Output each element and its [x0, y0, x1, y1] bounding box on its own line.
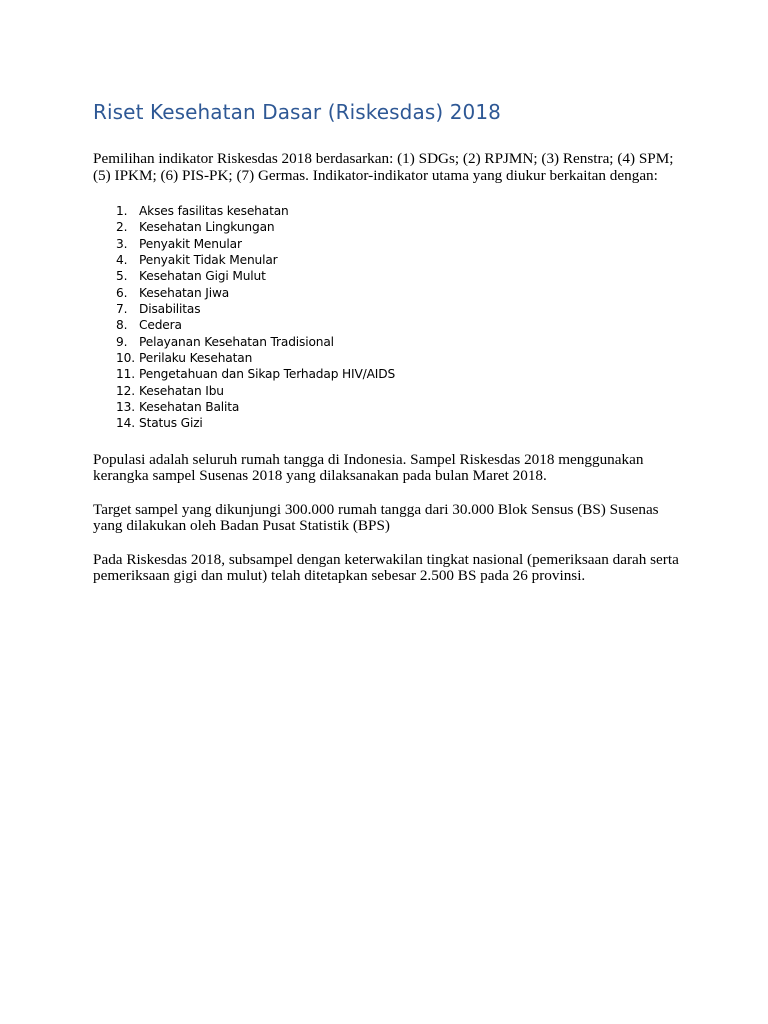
list-item-label: Penyakit Tidak Menular — [139, 253, 278, 268]
list-item — [93, 415, 683, 431]
list-item-number: 1. — [116, 204, 128, 218]
list-item-label: Penyakit Menular — [139, 236, 242, 251]
list-item — [93, 334, 683, 350]
list-item — [93, 301, 683, 317]
list-item — [93, 285, 683, 301]
list-item-number: 9. — [116, 334, 128, 349]
list-item — [93, 366, 683, 382]
list-item — [93, 268, 683, 284]
list-item-label: Kesehatan Lingkungan — [139, 220, 275, 235]
list-item-label: Kesehatan Gigi Mulut — [139, 269, 266, 284]
target-sample-paragraph: Target sampel yang dikunjungi 300.000 rumah tangga dari 30.000 Blok Sensus (BS) Susenas yang dilakukan oleh Badan Pusat Statistik (BPS) — [93, 500, 659, 535]
list-item-number: 12. — [116, 383, 135, 398]
subsample-paragraph: Pada Riskesdas 2018, subsampel dengan keterwakilan tingkat nasional (pemeriksaan darah serta pemeriksaan gigi dan mulut) telah ditetapkan sebesar 2.500 BS pada 26 provinsi. — [93, 550, 679, 585]
list-item-label: Kesehatan Ibu — [139, 383, 224, 398]
population-paragraph: Populasi adalah seluruh rumah tangga di Indonesia. Sampel Riskesdas 2018 menggunakan kerangka sampel Susenas 2018 yang dilaksanakan pada bulan Maret 2018. — [93, 450, 644, 485]
list-item — [93, 383, 683, 399]
list-item-number: 7. — [116, 302, 128, 317]
list-item — [93, 236, 683, 252]
list-item-number: 11. — [116, 367, 135, 382]
list-item-label: Kesehatan Jiwa — [139, 285, 230, 300]
list-item-number: 6. — [116, 285, 128, 300]
list-item-label: Perilaku Kesehatan — [139, 351, 253, 366]
list-item-label: Akses fasilitas kesehatan — [139, 204, 289, 218]
indicator-list — [93, 203, 683, 432]
list-item-label: Disabilitas — [139, 302, 201, 317]
list-item — [93, 252, 683, 268]
list-item-label: Pengetahuan dan Sikap Terhadap HIV/AIDS — [139, 367, 396, 382]
intro-paragraph: Pemilihan indikator Riskesdas 2018 berdasarkan: (1) SDGs; (2) RPJMN; (3) Renstra; (4) SPM; (5) IPKM; (6) PIS-PK; (7) Germas. Indikator-indikator utama yang diukur berkaitan dengan: — [93, 150, 674, 184]
list-item-label: Pelayanan Kesehatan Tradisional — [139, 334, 334, 349]
list-item — [93, 317, 683, 333]
list-item-number: 13. — [116, 400, 135, 415]
list-item-label: Status Gizi — [139, 416, 203, 431]
list-item-number: 14. — [116, 416, 135, 431]
list-item-number: 2. — [116, 220, 128, 235]
list-item-number: 4. — [116, 253, 128, 268]
document-title: Riset Kesehatan Dasar (Riskesdas) 2018 — [93, 100, 501, 124]
list-item-number: 3. — [116, 236, 128, 251]
list-item — [93, 203, 683, 219]
list-item — [93, 399, 683, 415]
document-body — [93, 98, 683, 585]
list-item-number: 5. — [116, 269, 128, 284]
list-item-number: 10. — [116, 351, 135, 366]
list-item-number: 8. — [116, 318, 128, 333]
list-item — [93, 350, 683, 366]
list-item-label: Cedera — [139, 318, 182, 333]
list-item — [93, 219, 683, 235]
list-item-label: Kesehatan Balita — [139, 400, 240, 415]
